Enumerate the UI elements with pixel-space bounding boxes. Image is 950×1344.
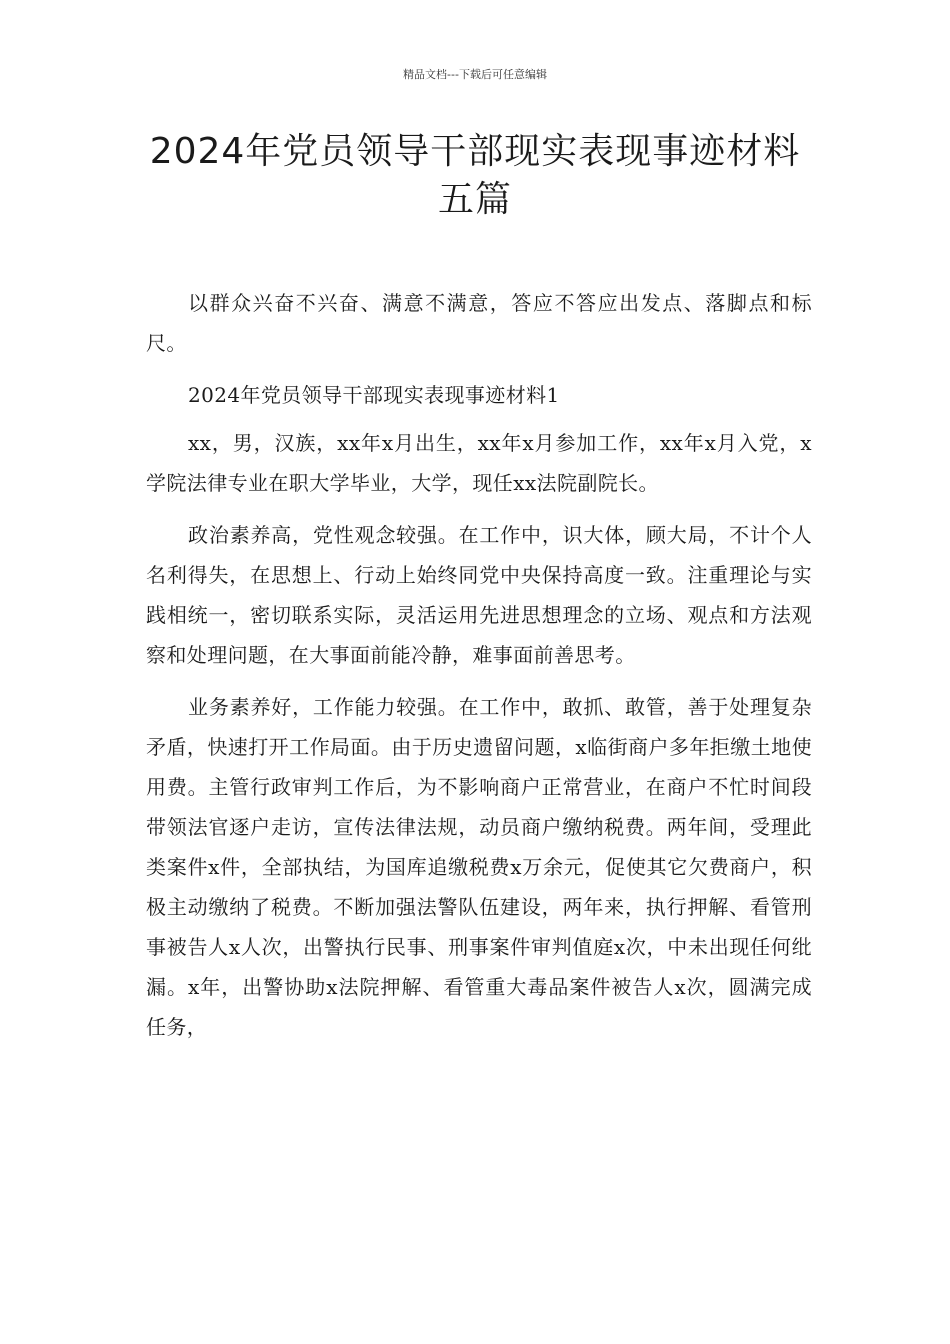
political-quality-paragraph: 政治素养高，党性观念较强。在工作中，识大体，顾大局，不计个人名利得失，在思想上、行动上始终同党中央保持高度一致。注重理论与实践相统一，密切联系实际，灵活运用先进思想理念的立场、观点和方法观察和处理问题，在大事面前能冷静，难事面前善思考。 xyxy=(146,523,812,667)
title-line-1: 2024年党员领导干部现实表现事迹材料 xyxy=(149,131,801,172)
title-line-2: 五篇 xyxy=(437,179,512,220)
document-title xyxy=(120,128,830,224)
section-heading: 2024年党员领导干部现实表现事迹材料1 xyxy=(188,383,560,407)
profile-paragraph: xx，男，汉族，xx年x月出生，xx年x月参加工作，xx年x月入党，x学院法律专业在职大学毕业，大学，现任xx法院副院长。 xyxy=(146,431,812,495)
intro-paragraph: 以群众兴奋不兴奋、满意不满意，答应不答应出发点、落脚点和标尺。 xyxy=(146,291,812,355)
page-header-note: 精品文档---下载后可任意编辑 xyxy=(403,68,547,81)
work-ability-paragraph: 业务素养好，工作能力较强。在工作中，敢抓、敢管，善于处理复杂矛盾，快速打开工作局面。由于历史遗留问题，x临街商户多年拒缴土地使用费。主管行政审判工作后，为不影响商户正常营业，在商户不忙时间段带领法官逐户走访，宣传法律法规，动员商户缴纳税费。两年间，受理此类案件x件，全部执结，为国库追缴税费x万余元，促使其它欠费商户，积极主动缴纳了税费。不断加强法警队伍建设，两年来，执行押解、看管刑事被告人x人次，出警执行民事、刑事案件审判值庭x次，中未出现任何纰漏。x年，出警协助x法院押解、看管重大毒品案件被告人x次，圆满完成任务， xyxy=(146,695,812,1039)
document-body xyxy=(146,283,812,1059)
